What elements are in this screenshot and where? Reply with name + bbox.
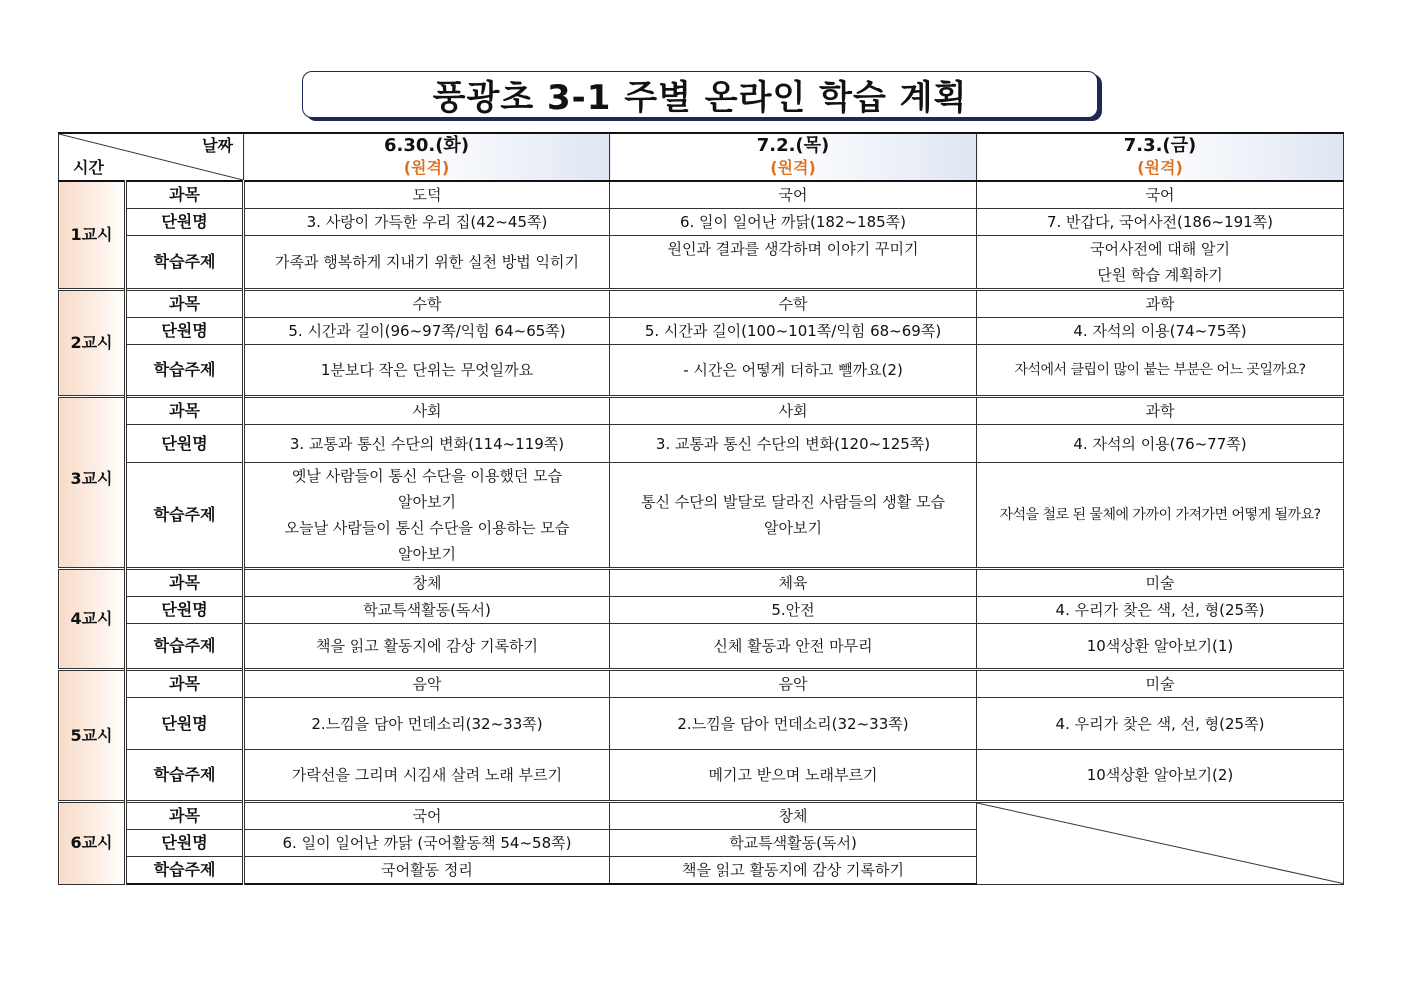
topic-cell bbox=[244, 624, 610, 670]
mode-text: (원격) bbox=[1137, 158, 1183, 177]
topic-line: 가락선을 그리며 시김새 살려 노래 부르기 bbox=[291, 766, 563, 784]
row-label-unit: 단원명 bbox=[126, 318, 244, 345]
subject-cell: 창체 bbox=[244, 569, 610, 597]
table-row bbox=[59, 236, 1344, 290]
period-label: 1교시 bbox=[59, 181, 126, 290]
row-label-unit: 단원명 bbox=[126, 209, 244, 236]
date-text: 7.3.(금) bbox=[1123, 135, 1197, 156]
topic-line: 국어활동 정리 bbox=[381, 861, 473, 879]
topic-line: 10색상환 알아보기(2) bbox=[1086, 766, 1234, 784]
subject-cell: 미술 bbox=[977, 670, 1344, 698]
row-label-unit: 단원명 bbox=[126, 698, 244, 750]
unit-cell: 5.안전 bbox=[610, 597, 977, 624]
topic-cell bbox=[244, 463, 610, 569]
table-row bbox=[59, 345, 1344, 397]
table-row bbox=[59, 670, 1344, 698]
unit-cell: 5. 시간과 길이(100~101쪽/익힘 68~69쪽) bbox=[610, 318, 977, 345]
row-label-topic: 학습주제 bbox=[126, 463, 244, 569]
topic-cell bbox=[610, 624, 977, 670]
row-label-unit: 단원명 bbox=[126, 425, 244, 463]
unit-cell: 2.느낌을 담아 먼데소리(32~33쪽) bbox=[610, 698, 977, 750]
unit-cell: 3. 사랑이 가득한 우리 집(42~45쪽) bbox=[244, 209, 610, 236]
subject-cell: 사회 bbox=[610, 397, 977, 425]
table-row bbox=[59, 318, 1344, 345]
topic-line: 통신 수단의 발달로 달라진 사람들의 생활 모습 bbox=[641, 493, 945, 511]
subject-cell: 국어 bbox=[977, 181, 1344, 209]
date-header-3 bbox=[977, 133, 1344, 181]
topic-cell bbox=[244, 236, 610, 290]
unit-cell: 7. 반갑다, 국어사전(186~191쪽) bbox=[977, 209, 1344, 236]
topic-line: 단원 학습 계획하기 bbox=[1097, 266, 1223, 284]
table-row bbox=[59, 425, 1344, 463]
row-label-topic: 학습주제 bbox=[126, 345, 244, 397]
subject-cell: 과학 bbox=[977, 290, 1344, 318]
topic-cell bbox=[610, 236, 977, 290]
mode-text: (원격) bbox=[770, 158, 816, 177]
table-row bbox=[59, 209, 1344, 236]
table-row bbox=[59, 569, 1344, 597]
topic-line: 책을 읽고 활동지에 감상 기록하기 bbox=[316, 637, 538, 655]
unit-cell: 5. 시간과 길이(96~97쪽/익힘 64~65쪽) bbox=[244, 318, 610, 345]
topic-line: 오늘날 사람들이 통신 수단을 이용하는 모습 bbox=[284, 519, 570, 537]
unit-cell: 4. 우리가 찾은 색, 선, 형(25쪽) bbox=[977, 597, 1344, 624]
date-header-1 bbox=[244, 133, 610, 181]
subject-cell: 국어 bbox=[244, 802, 610, 830]
topic-cell bbox=[977, 236, 1344, 290]
table-row bbox=[59, 463, 1344, 569]
row-label-topic: 학습주제 bbox=[126, 857, 244, 885]
mode-text: (원격) bbox=[403, 158, 450, 177]
unit-cell: 학교특색활동(독서) bbox=[244, 597, 610, 624]
topic-line: 신체 활동과 안전 마무리 bbox=[713, 637, 873, 655]
period-label: 6교시 bbox=[59, 802, 126, 885]
unit-cell: 학교특색활동(독서) bbox=[610, 830, 977, 857]
table-row bbox=[59, 750, 1344, 802]
table-row bbox=[59, 597, 1344, 624]
subject-cell: 국어 bbox=[610, 181, 977, 209]
subject-cell: 수학 bbox=[244, 290, 610, 318]
topic-line: 가족과 행복하게 지내기 위한 실천 방법 익히기 bbox=[275, 253, 579, 271]
period-label: 4교시 bbox=[59, 569, 126, 670]
date-text: 6.30.(화) bbox=[383, 135, 470, 156]
date-text: 7.2.(목) bbox=[756, 135, 830, 156]
topic-cell bbox=[977, 750, 1344, 802]
corner-header bbox=[59, 133, 244, 181]
row-label-subject: 과목 bbox=[126, 290, 244, 318]
topic-cell bbox=[977, 345, 1344, 397]
row-label-subject: 과목 bbox=[126, 569, 244, 597]
topic-line: 원인과 결과를 생각하며 이야기 꾸미기 bbox=[667, 240, 919, 258]
topic-cell bbox=[244, 857, 610, 885]
subject-cell: 창체 bbox=[610, 802, 977, 830]
topic-line: 메기고 받으며 노래부르기 bbox=[708, 766, 878, 784]
period-label: 3교시 bbox=[59, 397, 126, 569]
page-title: 풍광초 3-1 주별 온라인 학습 계획 bbox=[432, 78, 968, 118]
row-label-subject: 과목 bbox=[126, 670, 244, 698]
table-row bbox=[59, 698, 1344, 750]
topic-cell bbox=[977, 624, 1344, 670]
table-row bbox=[59, 290, 1344, 318]
subject-cell: 음악 bbox=[244, 670, 610, 698]
topic-line: 자석을 철로 된 물체에 가까이 가져가면 어떻게 될까요? bbox=[999, 507, 1321, 523]
topic-cell bbox=[610, 345, 977, 397]
row-label-topic: 학습주제 bbox=[126, 236, 244, 290]
period-label: 5교시 bbox=[59, 670, 126, 802]
unit-cell: 3. 교통과 통신 수단의 변화(120~125쪽) bbox=[610, 425, 977, 463]
topic-line: 1분보다 작은 단위는 무엇일까요 bbox=[320, 361, 534, 379]
unit-cell: 6. 일이 일어난 까닭 (국어활동책 54~58쪽) bbox=[244, 830, 610, 857]
topic-line: 알아보기 bbox=[398, 493, 456, 511]
subject-cell: 음악 bbox=[610, 670, 977, 698]
unit-cell: 4. 자석의 이용(76~77쪽) bbox=[977, 425, 1344, 463]
row-label-subject: 과목 bbox=[126, 181, 244, 209]
topic-cell bbox=[610, 463, 977, 569]
table-row bbox=[59, 397, 1344, 425]
unit-cell: 2.느낌을 담아 먼데소리(32~33쪽) bbox=[244, 698, 610, 750]
empty-cell bbox=[977, 802, 1344, 885]
row-label-topic: 학습주제 bbox=[126, 624, 244, 670]
topic-cell bbox=[610, 750, 977, 802]
subject-cell: 사회 bbox=[244, 397, 610, 425]
title-box bbox=[302, 71, 1098, 118]
topic-line: 알아보기 bbox=[398, 545, 456, 563]
time-header-label: 시간 bbox=[73, 158, 104, 177]
topic-line: 국어사전에 대해 알기 bbox=[1090, 240, 1230, 258]
table-row bbox=[59, 802, 1344, 830]
row-label-topic: 학습주제 bbox=[126, 750, 244, 802]
subject-cell: 미술 bbox=[977, 569, 1344, 597]
topic-line: 자석에서 클립이 많이 붙는 부분은 어느 곳일까요? bbox=[1014, 362, 1306, 378]
table-row bbox=[59, 181, 1344, 209]
topic-line: 옛날 사람들이 통신 수단을 이용했던 모습 bbox=[291, 467, 563, 485]
topic-cell bbox=[244, 750, 610, 802]
topic-cell bbox=[977, 463, 1344, 569]
table-row bbox=[59, 624, 1344, 670]
topic-cell bbox=[610, 857, 977, 885]
row-label-unit: 단원명 bbox=[126, 597, 244, 624]
unit-cell: 3. 교통과 통신 수단의 변화(114~119쪽) bbox=[244, 425, 610, 463]
subject-cell: 도덕 bbox=[244, 181, 610, 209]
unit-cell: 6. 일이 일어난 까닭(182~185쪽) bbox=[610, 209, 977, 236]
topic-line: 책을 읽고 활동지에 감상 기록하기 bbox=[682, 861, 904, 879]
topic-line: - 시간은 어떻게 더하고 뺄까요(2) bbox=[683, 361, 903, 379]
schedule-table bbox=[58, 132, 1344, 885]
topic-cell bbox=[244, 345, 610, 397]
period-label: 2교시 bbox=[59, 290, 126, 397]
row-label-unit: 단원명 bbox=[126, 830, 244, 857]
unit-cell: 4. 자석의 이용(74~75쪽) bbox=[977, 318, 1344, 345]
topic-line: 알아보기 bbox=[764, 519, 822, 537]
date-header-2 bbox=[610, 133, 977, 181]
header-row bbox=[59, 133, 1344, 181]
unit-cell: 4. 우리가 찾은 색, 선, 형(25쪽) bbox=[977, 698, 1344, 750]
subject-cell: 과학 bbox=[977, 397, 1344, 425]
subject-cell: 체육 bbox=[610, 569, 977, 597]
topic-line: 10색상환 알아보기(1) bbox=[1086, 637, 1234, 655]
row-label-subject: 과목 bbox=[126, 802, 244, 830]
date-header-label: 날짜 bbox=[202, 136, 233, 155]
row-label-subject: 과목 bbox=[126, 397, 244, 425]
subject-cell: 수학 bbox=[610, 290, 977, 318]
